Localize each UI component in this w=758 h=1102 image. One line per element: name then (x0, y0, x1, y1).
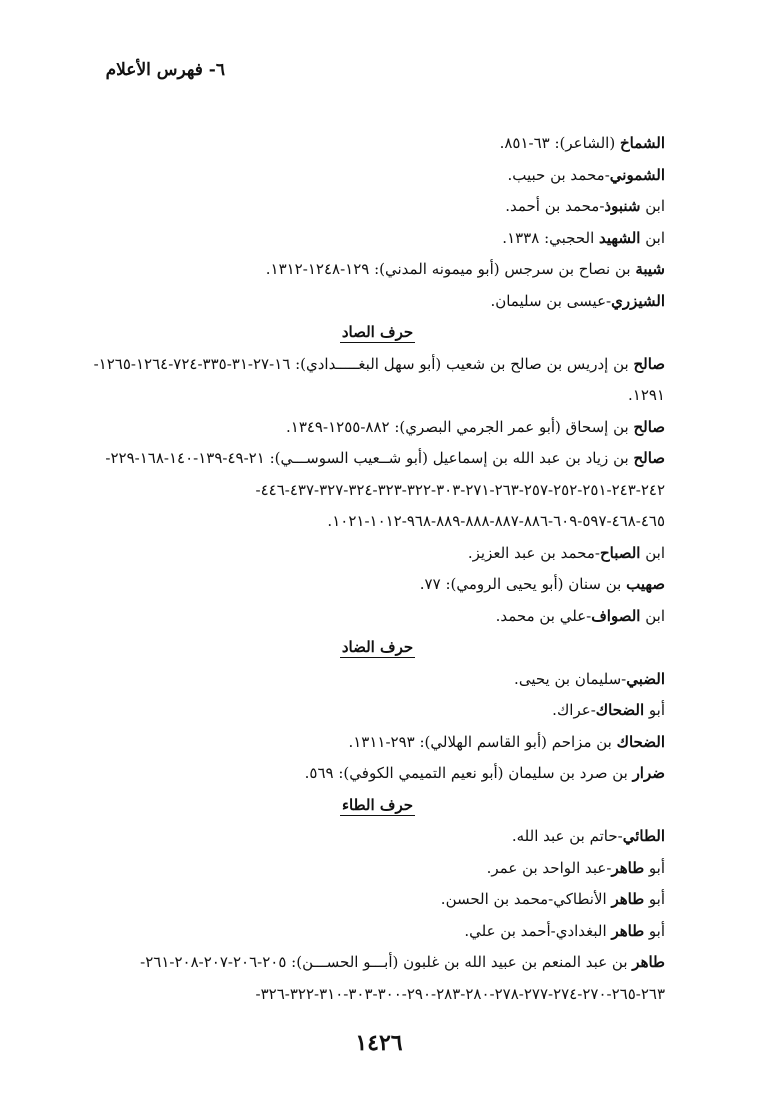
entry-keyword: الشماخ (619, 134, 665, 152)
entry-prefix: ابن (640, 543, 665, 562)
index-entry (90, 128, 665, 160)
entry-keyword: الطائي (622, 827, 665, 845)
entry-prefix: أبو (644, 858, 665, 877)
entry-keyword: الضحاك (595, 701, 645, 719)
entry-text: بن إسحاق (أبو عمر الجرمي البصري): ٨٨٢-١٢٥٥-١٣٤٩. (285, 417, 634, 436)
entry-keyword: ضرار (632, 764, 665, 782)
index-entry (90, 349, 665, 381)
entry-keyword: طاهر (611, 890, 645, 908)
index-entry (90, 443, 665, 475)
index-entry (90, 695, 665, 727)
entry-text: -عبد الواحد بن عمر. (486, 858, 612, 877)
page-number: ١٤٢٦ (355, 1030, 403, 1056)
entry-keyword: صهيب (626, 575, 665, 593)
entry-keyword: طاهر (632, 953, 665, 971)
entry-text: -عراك. (552, 701, 596, 719)
entry-keyword: صالح (633, 354, 665, 373)
index-entry (90, 758, 665, 790)
entry-text: -سليمان بن يحيى. (514, 669, 627, 688)
index-entry (90, 191, 665, 223)
entry-prefix: ابن (640, 606, 665, 625)
index-entries (90, 128, 665, 1010)
entry-text: الأنطاكي-محمد بن الحسن. (440, 890, 612, 908)
entry-keyword: الشيزري (611, 291, 665, 310)
index-entry (90, 254, 665, 286)
index-entry (90, 727, 665, 759)
index-entry (90, 601, 665, 633)
entry-text: الحجبي: ١٣٣٨. (502, 228, 600, 247)
index-entry (90, 884, 665, 916)
section-heading-text: حرف الطاء (342, 795, 413, 814)
entry-keyword: طاهر (611, 921, 645, 940)
entry-keyword: الصواف (591, 606, 641, 625)
index-entry (90, 853, 665, 885)
entry-keyword: صالح (633, 449, 665, 467)
entry-text: -علي بن محمد. (495, 606, 592, 625)
entry-text: بن زياد بن عبد الله بن إسماعيل (أبو شــعيب السوســـي): ٢١-٤٩-١٣٩-١٤٠-١٦٨-٢٢٩- (105, 449, 634, 467)
index-entry (90, 160, 665, 192)
section-heading-text: حرف الضاد (341, 638, 414, 656)
entry-prefix: ابن (640, 228, 665, 247)
running-head: ٦- فهرس الأعلام (105, 60, 225, 80)
entry-prefix: ابن (640, 197, 665, 215)
entry-text: بن صرد بن سليمان (أبو نعيم التميمي الكوفي): ٥٦٩. (304, 764, 633, 782)
entry-text: بن عبد المنعم بن عبيد الله بن غلبون (أبـــو الحســـن): ٢٠٥-٢٠٦-٢٠٧-٢٠٨-٢٦١- (140, 953, 633, 971)
entry-continuation: ١٢٩١. (627, 386, 665, 404)
entry-keyword: الصباح (599, 543, 641, 562)
section-heading-text: حرف الصاد (341, 323, 414, 341)
entry-continuation: ٢٤٢-٢٤٣-٢٥١-٢٥٢-٢٥٧-٢٦٣-٢٧١-٣٠٣-٣٢٢-٣٢٣-٣٢٤-٣٢٧-٤٣٧-٤٤٦- (255, 480, 665, 499)
entry-prefix: أبو (644, 890, 665, 908)
entry-prefix: أبو (644, 701, 665, 719)
entry-keyword: شنبوذ (604, 197, 641, 215)
index-entry (90, 664, 665, 696)
index-entry (90, 286, 665, 318)
index-entry (90, 916, 665, 948)
entry-text: -محمد بن حبيب. (507, 165, 610, 184)
entry-text: بن سنان (أبو يحيى الرومي): ٧٧. (419, 575, 627, 593)
entry-text: -محمد بن عبد العزيز. (467, 543, 600, 562)
section-heading (90, 632, 665, 664)
index-entry (90, 223, 665, 255)
entry-text: (الشاعر): ٦٣-٨٥١. (499, 134, 620, 152)
entry-continuation: ٢٦٣-٢٦٥-٢٧٠-٢٧٤-٢٧٧-٢٧٨-٢٨٠-٢٨٣-٢٩٠-٣٠٠-٣٠٣-٣١٠-٣٢٢-٣٢٦- (255, 984, 665, 1003)
entry-text: بن نصاح بن سرجس (أبو ميمونه المدني): ١٢٩-١٢٤٨-١٣١٢. (265, 260, 636, 278)
index-entry (90, 569, 665, 601)
entry-continuation: ٤٦٥-٤٦٨-٥٩٧-٦٠٩-٨٨٦-٨٨٧-٨٨٨-٨٨٩-٩٦٨-١٠١٢-١٠٢١. (327, 512, 665, 530)
entry-keyword: شيبة (635, 260, 665, 278)
index-entry (90, 821, 665, 853)
entry-text: -عيسى بن سليمان. (490, 291, 612, 310)
entry-keyword: الضحاك (616, 732, 665, 751)
entry-text: بن مزاحم (أبو القاسم الهلالي): ٢٩٣-١٣١١. (348, 732, 617, 751)
entry-text: -حاتم بن عبد الله. (511, 827, 623, 845)
entry-text: البغدادي-أحمد بن علي. (464, 921, 612, 940)
entry-keyword: الشموني (609, 165, 665, 184)
section-heading (90, 790, 665, 822)
entry-keyword: صالح (633, 417, 665, 436)
entry-keyword: طاهر (611, 858, 645, 877)
entry-text: -محمد بن أحمد. (505, 197, 605, 215)
index-entry (90, 538, 665, 570)
entry-text: بن إدريس بن صالح بن شعيب (أبو سهل البغـــــدادي): ١٦-٢٧-٣١-٣٣٥-٧٢٤-١٢٦٤-١٢٦٥- (93, 354, 634, 373)
section-heading (90, 317, 665, 349)
entry-prefix: أبو (644, 921, 665, 940)
entry-keyword: الشهيد (599, 228, 641, 247)
entry-keyword: الضبي (626, 669, 665, 688)
index-entry (90, 412, 665, 444)
index-entry (90, 947, 665, 979)
